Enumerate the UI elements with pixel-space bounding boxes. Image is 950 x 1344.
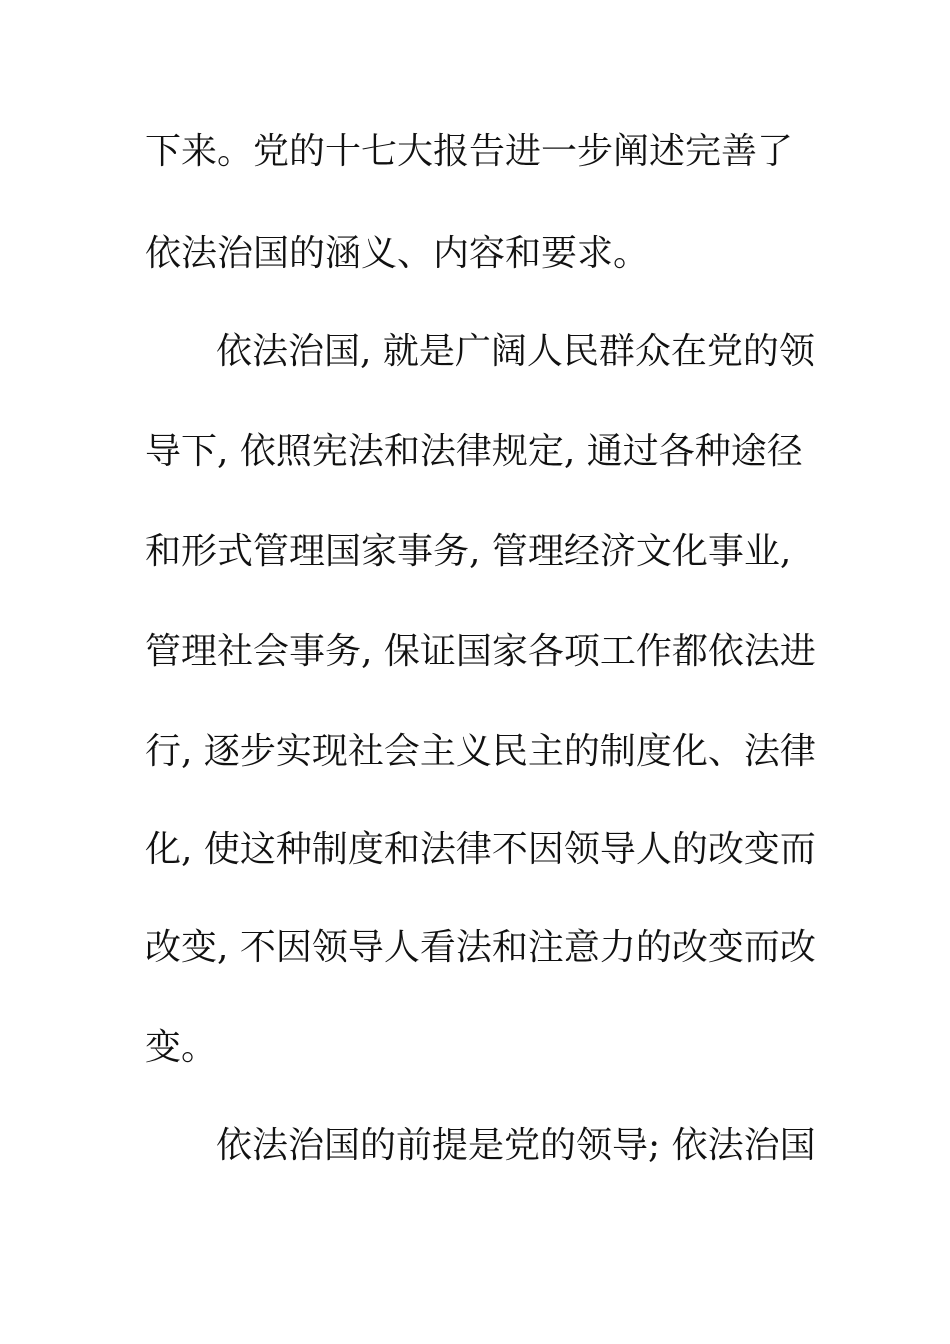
paragraph-2-line-2: 导下, 依照宪法和法律规定, 通过各种途径	[145, 431, 803, 472]
paragraph-2-line-3: 和形式管理国家事务, 管理经济文化事业,	[145, 531, 792, 572]
paragraph-2-line-5: 行, 逐步实现社会主义民主的制度化、法律	[145, 731, 816, 772]
paragraph-2-line-8: 变。	[145, 1027, 218, 1068]
paragraph-2-line-6: 化, 使这种制度和法律不因领导人的改变而	[145, 829, 816, 870]
paragraph-2-line-1: 依法治国, 就是广阔人民群众在党的领	[216, 331, 815, 372]
text-line-2: 依法治国的涵义、内容和要求。	[145, 233, 650, 274]
paragraph-3-line-1: 依法治国的前提是党的领导; 依法治国	[216, 1125, 816, 1166]
text-line-1: 下来。党的十七大报告进一步阐述完善了	[145, 131, 794, 172]
paragraph-2-line-7: 改变, 不因领导人看法和注意力的改变而改	[145, 927, 816, 968]
paragraph-2-line-4: 管理社会事务, 保证国家各项工作都依法进	[145, 631, 816, 672]
